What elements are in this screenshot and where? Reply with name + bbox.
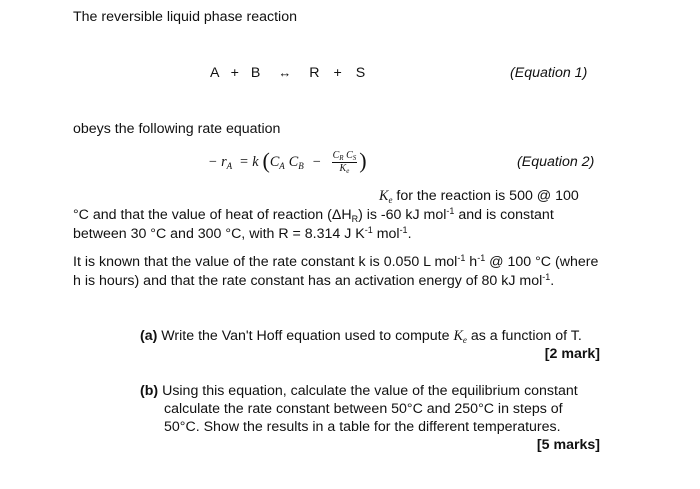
question-b-line1 (140, 383, 578, 399)
question-b-label: (b) (140, 383, 159, 399)
period: . (550, 273, 555, 289)
equilibrium-constant-subscript: e (346, 166, 350, 175)
question-b-text: Using this equation, calculate the value of the equilibrium constant (158, 383, 578, 399)
close-paren: ) (359, 148, 367, 173)
question-a (140, 328, 582, 345)
conc-b: C (288, 154, 299, 170)
period: . (407, 226, 412, 242)
para2-line1-mid: h (465, 254, 478, 270)
superscript: -1 (542, 272, 551, 282)
para2-line1-tail: @ 100 °C (where (485, 254, 599, 270)
reversible-arrow: ↔ (278, 65, 292, 80)
question-a-tail: as a function of T. (466, 328, 582, 344)
conc-r: C (332, 149, 340, 161)
superscript: -1 (457, 253, 466, 263)
rate-constant: = k (239, 154, 259, 170)
question-b-line3: 50°C. Show the results in a table for the different temperatures. (164, 419, 561, 435)
minus-sign: − (312, 154, 321, 170)
superscript: -1 (446, 206, 455, 216)
para1-line3-mid: mol (372, 226, 400, 242)
reactant-a: A (210, 65, 219, 81)
question-b-marks: [5 marks] (536, 437, 600, 453)
ke-subscript: e (388, 195, 393, 205)
para2-line2 (73, 273, 554, 289)
para2-line1 (73, 254, 598, 270)
rate-symbol: − r (208, 154, 227, 170)
para2-line1-text: It is known that the value of the rate constant k is 0.050 L mol (73, 254, 458, 270)
conc-b-subscript: B (298, 161, 304, 171)
equation-1 (210, 65, 365, 81)
superscript: -1 (477, 253, 486, 263)
question-b-line2: calculate the rate constant between 50°C and 250°C in steps of (164, 401, 563, 417)
para2-line2-text: h is hours) and that the rate constant has an activation energy of 80 kJ mol (73, 273, 543, 289)
conc-s-subscript: S (352, 153, 357, 162)
open-paren: ( (262, 148, 270, 173)
ke-subscript: e (462, 335, 467, 345)
para1-line2-tail: and is constant (454, 207, 554, 223)
heat-subscript: R (351, 214, 359, 224)
ke-symbol: K (379, 188, 389, 204)
equation-2-label: (Equation 2) (517, 154, 595, 170)
para1-line3-text: between 30 °C and 300 °C, with R = 8.314 J K (73, 226, 365, 242)
superscript: -1 (399, 225, 408, 235)
equilibrium-fraction (332, 150, 358, 175)
rate-subscript: A (226, 161, 233, 171)
question-a-text: Write the Van't Hoff equation used to compute (157, 328, 454, 344)
ke-symbol: K (453, 328, 463, 344)
para1-line2 (73, 207, 554, 223)
para1-line3 (73, 226, 412, 242)
conc-a-subscript: A (279, 161, 285, 171)
para1-line1-tail: for the reaction is 500 @ 100 (392, 188, 579, 204)
rate-equation-intro: obeys the following rate equation (73, 121, 281, 137)
conc-r-subscript: R (339, 153, 344, 162)
equation-1-label: (Equation 1) (510, 65, 588, 81)
plus-sign: + (230, 65, 239, 81)
intro-text: The reversible liquid phase reaction (73, 9, 297, 25)
question-a-marks: [2 mark] (544, 346, 600, 362)
para1-line2-mid: ) is -60 kJ mol (358, 207, 447, 223)
equation-2 (208, 146, 367, 175)
equilibrium-constant: K (339, 162, 347, 174)
superscript: -1 (364, 225, 373, 235)
product-s: S (355, 65, 366, 81)
question-a-label: (a) (140, 328, 158, 344)
product-r: R (309, 65, 320, 81)
para1-line1-full (73, 188, 579, 205)
conc-a: C (269, 154, 280, 170)
conc-s: C (346, 149, 353, 161)
para1-line2-text: °C and that the value of heat of reaction (ΔH (73, 207, 352, 223)
reactant-b: B (250, 65, 261, 81)
plus-sign: + (333, 65, 342, 81)
